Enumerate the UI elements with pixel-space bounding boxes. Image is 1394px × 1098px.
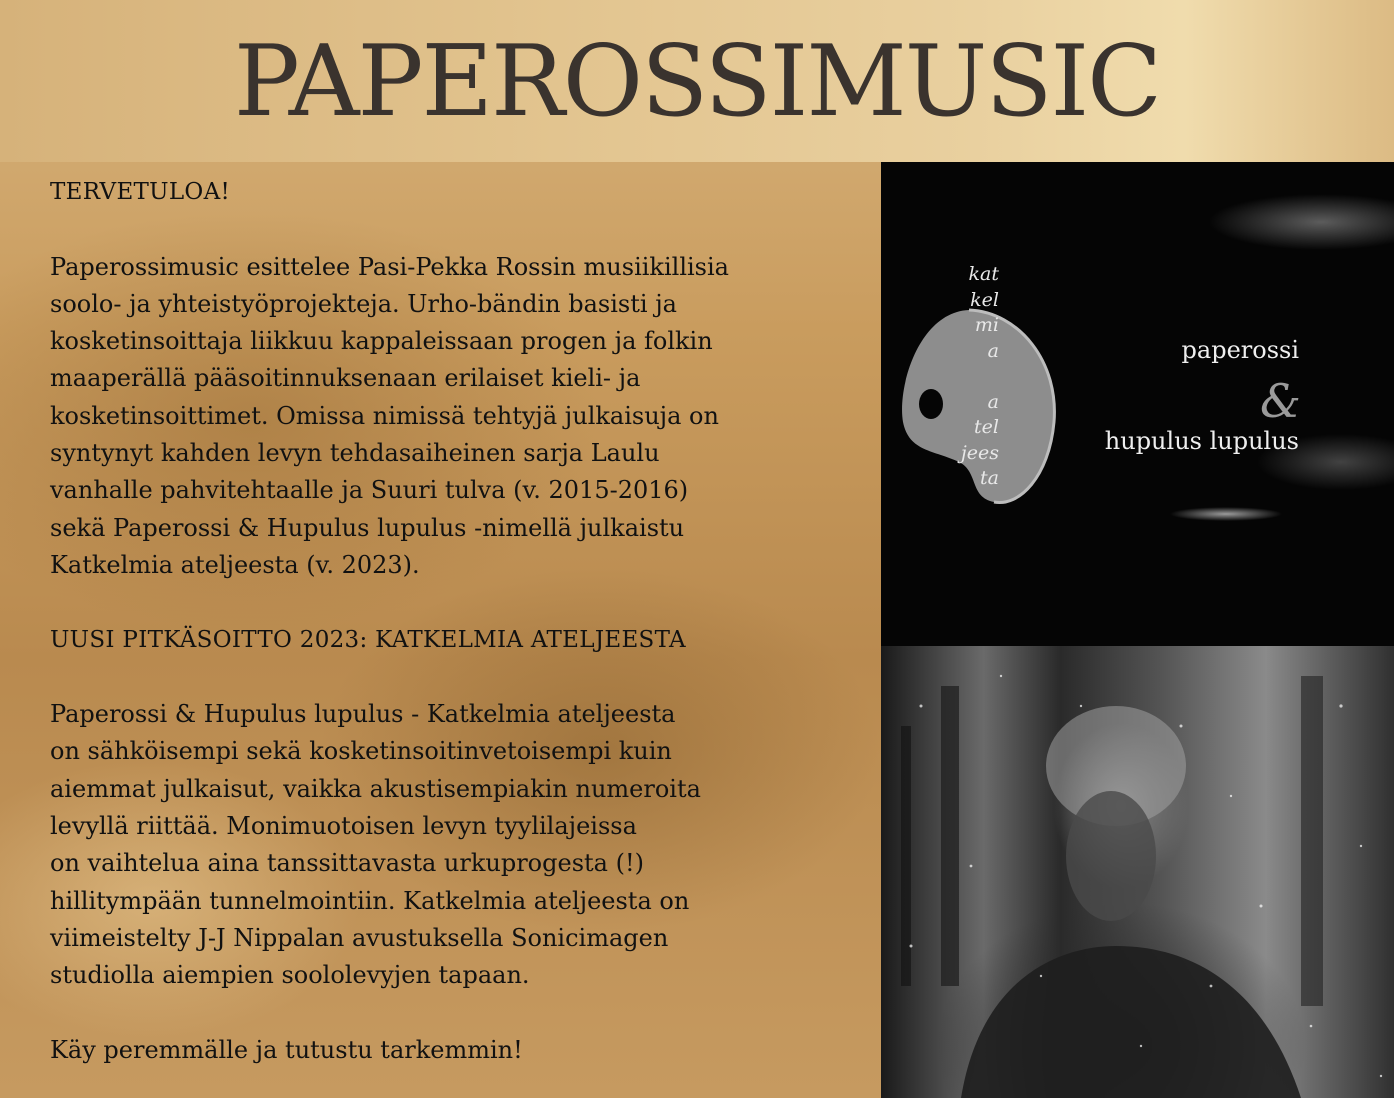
intro-line: Katkelmia ateljeesta (v. 2023). bbox=[50, 550, 420, 579]
album-title-syllable: kel bbox=[970, 288, 999, 311]
closing-line: Käy peremmälle ja tutustu tarkemmin! bbox=[50, 1035, 523, 1064]
album-title-syllable: mi bbox=[974, 314, 999, 336]
album-artist-2: hupulus lupulus bbox=[1104, 427, 1299, 455]
release-line: Paperossi & Hupulus lupulus - Katkelmia ateljeesta bbox=[50, 700, 676, 729]
intro-line: soolo- ja yhteistyöprojekteja. Urho-bändin basisti ja bbox=[50, 289, 677, 318]
album-title-vertical bbox=[951, 262, 999, 492]
spacer bbox=[50, 995, 870, 1032]
album-title-syllable: kat bbox=[968, 263, 999, 285]
intro-line: sekä Paperossi & Hupulus lupulus -nimellä julkaistu bbox=[50, 513, 685, 542]
release-line: studiolla aiempien soololevyjen tapaan. bbox=[50, 961, 530, 990]
album-ampersand: & bbox=[1260, 374, 1301, 428]
intro-line: kosketinsoittimet. Omissa nimissä tehtyjä julkaisuja on bbox=[50, 401, 719, 430]
artist-photo bbox=[881, 646, 1394, 1098]
release-line: aiemmat julkaisut, vaikka akustisempiakin numeroita bbox=[50, 774, 701, 803]
intro-line: kosketinsoittaja liikkuu kappaleissaan progen ja folkin bbox=[50, 327, 713, 356]
album-artist-1: paperossi bbox=[1181, 336, 1299, 364]
intro-line: maaperällä pääsoitinnuksenaan erilaiset kieli- ja bbox=[50, 364, 641, 393]
spacer bbox=[50, 659, 870, 696]
album-cover-image bbox=[881, 162, 1394, 646]
spacer bbox=[50, 584, 870, 621]
release-line: on vaihtelua aina tanssittavasta urkuprogesta (!) bbox=[50, 849, 644, 878]
album-title-syllable: a bbox=[987, 390, 999, 413]
release-line: viimeistelty J-J Nippalan avustuksella Sonicimagen bbox=[50, 923, 669, 952]
intro-line: Paperossimusic esittelee Pasi-Pekka Rossin musiikillisia bbox=[50, 252, 729, 281]
release-line: hillitympään tunnelmointiin. Katkelmia ateljeesta on bbox=[50, 886, 690, 915]
album-title-syllable: ta bbox=[980, 467, 999, 489]
intro-line: vanhalle pahvitehtaalle ja Suuri tulva (v. 2015-2016) bbox=[50, 476, 689, 505]
album-title-syllable: tel bbox=[974, 416, 999, 438]
main-text bbox=[50, 174, 870, 1069]
intro-line: syntynyt kahden levyn tehdasaiheinen sarja Laulu bbox=[50, 439, 660, 468]
header-banner bbox=[0, 0, 1394, 162]
release-heading: UUSI PITKÄSOITTO 2023: KATKELMIA ATELJEESTA bbox=[50, 626, 686, 653]
album-title-syllable bbox=[951, 364, 999, 390]
album-title-syllable: a bbox=[987, 339, 999, 362]
site-title: PAPEROSSIMUSIC bbox=[233, 25, 1161, 139]
photo-texture bbox=[881, 646, 1394, 1098]
spacer bbox=[50, 211, 870, 248]
album-title-syllable: jees bbox=[960, 441, 999, 464]
release-line: levyllä riittää. Monimuotoisen levyn tyylilajeissa bbox=[50, 812, 637, 841]
welcome-heading: TERVETULOA! bbox=[50, 179, 231, 205]
release-line: on sähköisempi sekä kosketinsoitinvetoisempi kuin bbox=[50, 737, 672, 766]
